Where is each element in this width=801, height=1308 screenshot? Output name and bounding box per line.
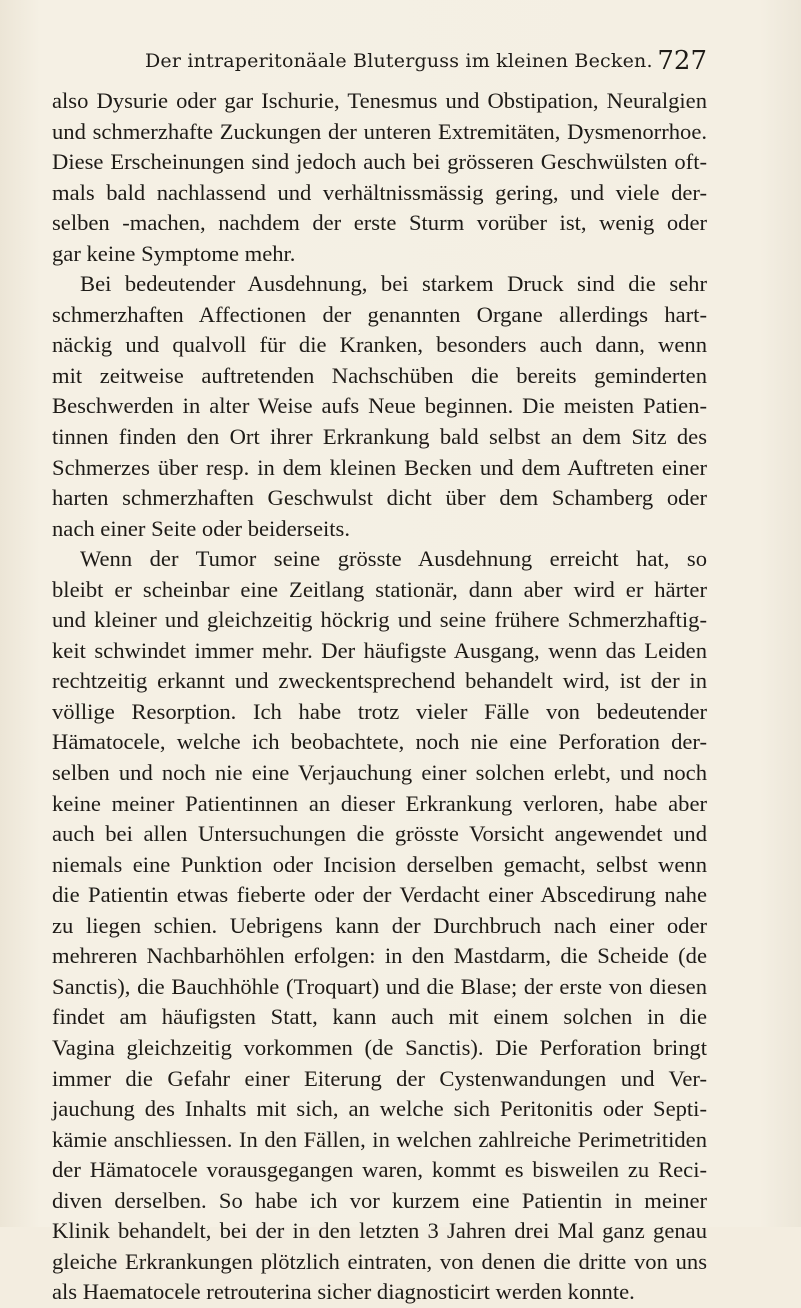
text-line: Diese Erscheinungen sind jedoch auch bei grösseren Geschwülsten oft- bbox=[52, 149, 707, 175]
text-line: Vagina gleichzeitig vorkommen (de Sanctis). Die Perforation bringt bbox=[52, 1034, 707, 1060]
text-line: mehreren Nachbarhöhlen erfolgen: in den Mastdarm, die Scheide (de bbox=[52, 943, 707, 969]
text-line: selben und noch nie eine Verjauchung einer solchen erlebt, und noch bbox=[52, 760, 707, 786]
text-line: kämie anschliessen. In den Fällen, in welchen zahlreiche Perimetritiden bbox=[52, 1126, 707, 1152]
text-line: niemals eine Punktion oder Incision derselben gemacht, selbst wenn bbox=[52, 851, 707, 877]
text-line: die Patientin etwas fieberte oder der Verdacht einer Abscedirung nahe bbox=[52, 882, 707, 908]
text-line: näckig und qualvoll für die Kranken, besonders auch dann, wenn bbox=[52, 332, 707, 358]
text-line: völlige Resorption. Ich habe trotz vieler Fälle von bedeutender bbox=[52, 698, 707, 724]
text-line: mals bald nachlassend und verhältnissmässig gering, und viele der- bbox=[52, 179, 707, 205]
text-line: nach einer Seite oder beiderseits. bbox=[52, 515, 350, 541]
text-line: diven derselben. So habe ich vor kurzem eine Patientin in meiner bbox=[52, 1187, 707, 1213]
text-line: keine meiner Patientinnen an dieser Erkrankung verloren, habe aber bbox=[52, 790, 707, 816]
text-line: gleiche Erkrankungen plötzlich eintraten, von denen die dritte von uns bbox=[52, 1248, 707, 1274]
text-line: und kleiner und gleichzeitig höckrig und seine frühere Schmerzhaftig- bbox=[52, 607, 707, 633]
page-header bbox=[145, 46, 705, 80]
text-line: Klinik behandelt, bei der in den letzten 3 Jahren drei Mal ganz genau bbox=[52, 1218, 707, 1244]
text-line: schmerzhaften Affectionen der genannten Organe allerdings hart- bbox=[52, 301, 707, 327]
text-line: als Haematocele retrouterina sicher diagnosticirt werden konnte. bbox=[52, 1279, 635, 1305]
text-line: tinnen finden den Ort ihrer Erkrankung bald selbst an dem Sitz des bbox=[52, 424, 707, 450]
text-line: Beschwerden in alter Weise aufs Neue beginnen. Die meisten Patien- bbox=[52, 393, 707, 419]
text-line: mit zeitweise auftretenden Nachschüben die bereits geminderten bbox=[52, 362, 707, 388]
text-line: also Dysurie oder gar Ischurie, Tenesmus und Obstipation, Neuralgien bbox=[52, 88, 707, 113]
text-line: der Hämatocele vorausgegangen waren, kommt es bisweilen zu Reci- bbox=[52, 1157, 707, 1183]
text-line: jauchung des Inhalts mit sich, an welche sich Peritonitis oder Septi- bbox=[52, 1096, 707, 1122]
text-line: Wenn der Tumor seine grösste Ausdehnung erreicht hat, so bbox=[80, 546, 707, 572]
text-line: Sanctis), die Bauchhöhle (Troquart) und die Blase; der erste von diesen bbox=[52, 973, 707, 999]
text-line: harten schmerzhaften Geschwulst dicht über dem Schamberg oder bbox=[52, 485, 707, 511]
text-line: rechtzeitig erkannt und zweckentsprechend behandelt wird, ist der in bbox=[52, 668, 707, 694]
page-number: 727 bbox=[657, 46, 707, 76]
body-text bbox=[52, 86, 707, 1308]
text-line: und schmerzhafte Zuckungen der unteren Extremitäten, Dysmenorrhoe. bbox=[52, 118, 707, 144]
text-line: zu liegen schien. Uebrigens kann der Durchbruch nach einer oder bbox=[52, 912, 707, 938]
text-line: immer die Gefahr einer Eiterung der Cystenwandungen und Ver- bbox=[52, 1065, 707, 1091]
text-line: findet am häufigsten Statt, kann auch mit einem solchen in die bbox=[52, 1004, 707, 1030]
running-head: Der intraperitonäale Bluterguss im kleinen Becken. bbox=[145, 50, 653, 72]
text-line: Schmerzes über resp. in dem kleinen Becken und dem Auftreten einer bbox=[52, 454, 707, 480]
text-line: Bei bedeutender Ausdehnung, bei starkem Druck sind die sehr bbox=[80, 271, 707, 297]
text-line: Hämatocele, welche ich beobachtete, noch nie eine Perforation der- bbox=[52, 729, 707, 755]
text-line: gar keine Symptome mehr. bbox=[52, 240, 296, 266]
text-line: selben -machen, nachdem der erste Sturm vorüber ist, wenig oder bbox=[52, 210, 707, 236]
text-line: keit schwindet immer mehr. Der häufigste Ausgang, wenn das Leiden bbox=[52, 637, 707, 663]
text-line: auch bei allen Untersuchungen die grösste Vorsicht angewendet und bbox=[52, 821, 707, 847]
text-line: bleibt er scheinbar eine Zeitlang stationär, dann aber wird er härter bbox=[52, 576, 707, 602]
